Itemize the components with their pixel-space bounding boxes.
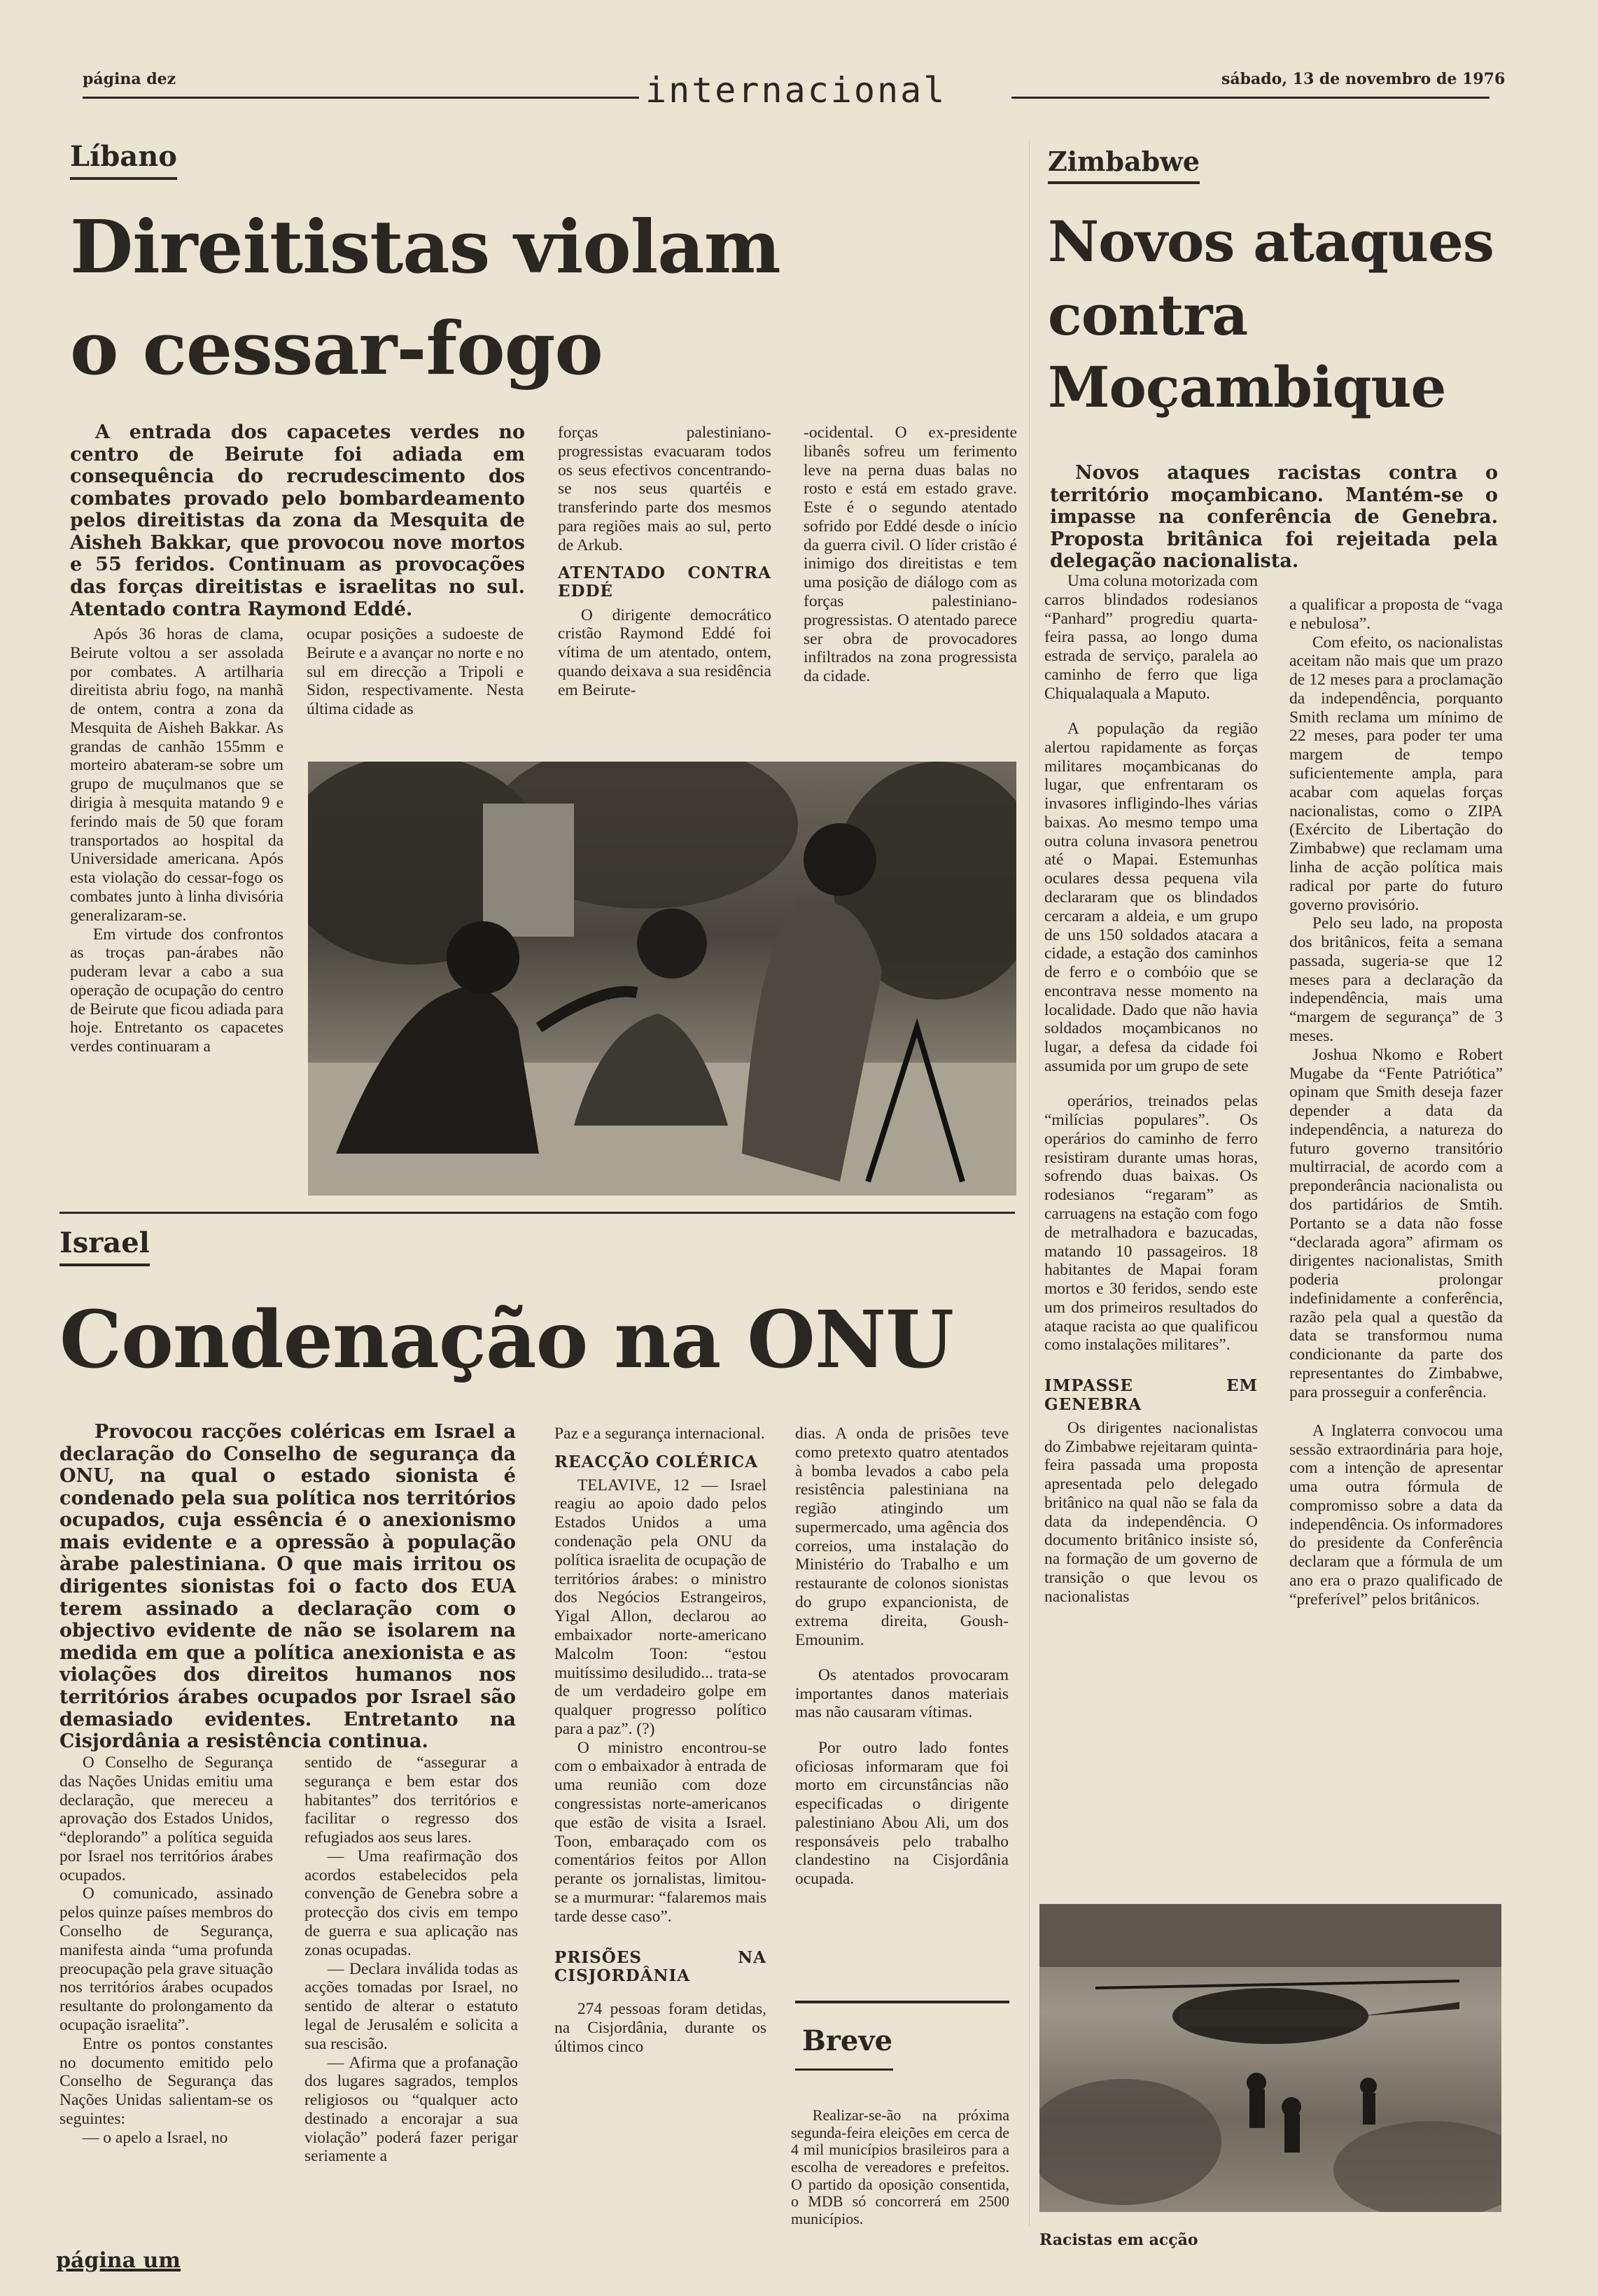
israel-col2-p2: — Uma reafirmação dos acordos estabelecidos pela convenção de Genebra sobre a protecção dos civis em tempo de guerra e sua aplicação nas zonas ocupadas. xyxy=(304,1847,518,1959)
israel-lede xyxy=(59,1421,516,1753)
israel-col4-p2: Os atentados provocaram importantes danos materiais mas não causaram vítimas. xyxy=(795,1665,1009,1722)
israel-col3-p4: 274 pessoas foram detidas, na Cisjordânia, durante os últimos cinco xyxy=(554,2000,766,2056)
israel-section-tag: Israel xyxy=(59,1226,150,1266)
libano-lede-text: A entrada dos capacetes verdes no centro de Beirute foi adiada em consequência do recrudescimento dos combates provado pelo bombardeamento pelos direitistas da zona da Mesquita de Aisheh Bakkar, que provocou nove mortos e 55 feridos. Continuam as provocações das forças direitistas e israelitas no sul. Atentado contra Raymond Eddé. xyxy=(70,421,525,620)
israel-headline: Condenação na ONU xyxy=(59,1294,953,1386)
libano-col3-p1: forças palestiniano-progressistas evacuaram todos os seus efectivos concentrando-se nos seus quartéis e transferindo parte dos mesmos para regiões mais ao sul, perto de Arkub. xyxy=(558,424,771,554)
libano-col3-p2: O dirigente democrático cristão Raymond Eddé foi vítima de um atentado, ontem, quando deixava a sua residência em Beirute- xyxy=(558,606,771,699)
section-title: internacional xyxy=(645,70,947,111)
page-number-label: página dez xyxy=(83,70,176,88)
zimbabwe-headline-line3: Moçambique xyxy=(1048,354,1446,420)
breve-paragraph: Realizar-se-ão na próxima segunda-feira eleições em cerca de 4 mil municípios brasileiros para a escolha de vereadores e prefeitos. O partido da oposição consentida, o MDB só concorrerá em 2500 municípios. xyxy=(791,2106,1009,2227)
libano-col1-p2: Em virtude dos confrontos as troças pan-árabes não puderam levar a cabo a sua operação de ocupação do centro de Beirute que ficou adiada para hoje. Entretanto os capacetes verdes continuaram a xyxy=(70,925,283,1056)
column-divider xyxy=(1029,140,1030,2226)
israel-col4-p1: dias. A onda de prisões teve como pretexto quatro atentados à bomba levados a cabo pela resistência palestiniana na região atingindo um supermercado, uma agência dos correios, uma instalação do Ministério do Trabalho e um restaurante de colonos sionistas do grupo expancionista, de extrema direita, Goush-Emounim. xyxy=(795,1424,1009,1649)
libano-bottom-rule xyxy=(59,1212,1015,1214)
israel-col1-p3: Entre os pontos constantes no documento emitido pelo Conselho de Segurança das Nações Unidas salientam-se os seguintes: xyxy=(59,2034,273,2128)
israel-col2-p4: — Afirma que a profanação dos lugares sagrados, templos religiosos ou “qualquer acto destinado a encorajar a sua violação” poderá fazer perigar seriamente a xyxy=(304,2053,518,2166)
zimbabwe-col2-p4: Joshua Nkomo e Robert Mugabe da “Fente Patriótica” opinam que Smith deseja fazer depender a data da independência, a natureza do futuro governo transitório multirracial, de acordo com a preponderância nacionalista ou dos partidários de Smtih. Portanto se a data não fosse “declarada agora” afirmam os dirigentes nacionalistas, Smith poderia prolongar indefinidamente a conferência, razão pela qual a questão da data se transformou numa condicionante da parte dos representantes do Zimbabwe, para prosseguir a conferência. xyxy=(1289,1045,1503,1401)
libano-section-tag: Líbano xyxy=(70,140,177,180)
zimbabwe-col1-p2: A população da região alertou rapidamente as forças militares moçambicanas do lugar, que enfrentaram os invasores infligindo-lhes várias baixas. Ao mesmo tempo uma outra coluna invasora penetrou até o Mapai. Estemunhas oculares dessa pequena vila declararam que os blindados cercaram a aldeia, e um grupo de uns 150 soldados atacara a cidade, a estação dos caminhos de ferro e o combóio que se encontrava nesse momento na localidade. Dado que não havia soldados moçambicanos no lugar, a defesa da cidade foi assumida por um grupo de sete xyxy=(1044,719,1258,1076)
zimbabwe-col1-subhead: IMPASSE EM GENEBRA xyxy=(1044,1376,1258,1414)
israel-col3-subhead: REACÇÃO COLÉRICA xyxy=(554,1452,759,1471)
libano-col1 xyxy=(70,625,283,1056)
breve-tag-rule xyxy=(795,2068,893,2071)
libano-col4 xyxy=(804,424,1017,686)
zimbabwe-section-tag: Zimbabwe xyxy=(1048,146,1200,184)
israel-col3-p3: O ministro encontrou-se com o embaixador à entrada de uma reunião com doze congressistas norte-americanos que estão de visita a Israel. Toon, embaraçado com os comentários feitos por Allon perante os jornalistas, limitou-se a murmurar: “falaremos mais tarde desse caso”. xyxy=(554,1738,766,1926)
israel-col3-subhead2: PRISÕES NA CISJORDÂNIA xyxy=(554,1947,766,1985)
libano-headline-line1: Direitistas violam xyxy=(70,204,780,290)
breve-top-rule xyxy=(795,2001,1009,2003)
libano-photo xyxy=(308,762,1016,1196)
zimbabwe-col2 xyxy=(1289,596,1503,1609)
libano-col3 xyxy=(558,424,771,700)
libano-col4-p1: -ocidental. O ex-presidente libanês sofreu um ferimento leve na perna duas balas no rosto e está em estado grave. Este é o segundo atentado sofrido por Eddé desde o início da guerra civil. O líder cristão é inimigo dos direitistas e tem uma posição de diálogo com as forças palestiniano-progressistas. O atentado parece ser obra de provocadores infiltrados na zona progressista da cidade. xyxy=(804,424,1017,686)
issue-date: sábado, 13 de novembro de 1976 xyxy=(1221,70,1506,88)
zimbabwe-col2-p5: A Inglaterra convocou uma sessão extraordinária para hoje, com a intenção de apresentar uma outra fórmula de compromisso sobre a data da independência. Os informadores do presidente da Conferência declaram que a fórmula de um ano era o prazo qualificado de “preferível” pelos britânicos. xyxy=(1289,1421,1503,1609)
zimbabwe-headline-line2: contra xyxy=(1048,282,1248,348)
libano-col2 xyxy=(307,625,524,719)
zimbabwe-col1-p1: Uma coluna motorizada com carros blindados rodesianos “Panhard” progrediu quarta-feira passa, ao longo duma estrada de serviço, paralela ao caminho de ferro que liga Chiqualaquala a Maputo. xyxy=(1044,572,1258,703)
header-rule-right xyxy=(1011,97,1490,99)
fighters-image xyxy=(308,762,1016,1196)
israel-col4-p3: Por outro lado fontes oficiosas informaram que foi morto em circunstâncias não especificadas o dirigente palestiniano Abou Ali, um dos responsáveis pelo trabalho clandestino na Cisjordânia ocupada. xyxy=(795,1738,1009,1889)
zimbabwe-photo xyxy=(1039,1904,1501,2212)
israel-col3 xyxy=(554,1424,766,2057)
header-rule-left xyxy=(83,97,639,99)
zimbabwe-headline-line1: Novos ataques xyxy=(1048,209,1494,274)
zimbabwe-photo-caption: Racistas em acção xyxy=(1039,2231,1198,2249)
israel-col3-p2: TELAVIVE, 12 — Israel reagiu ao apoio dado pelos Estados Unidos a uma condenação pela ONU da política israelita de ocupação de territórios árabes: o ministro dos Negócios Estrangeiros, Yigal Allon, declarou ao embaixador norte-americano Malcolm Toon: “estou muitíssimo desiludido... trata-se de um verdadeiro golpe em qualquer progresso político para a paz”. (?) xyxy=(554,1476,766,1738)
israel-col1-p4: — o apelo a Israel, no xyxy=(82,2128,228,2147)
israel-col1-p2: O comunicado, assinado pelos quinze países membros do Conselho de Segurança, manifesta ainda “uma profunda preocupação pela grave situação nos territórios árabes ocupados resultante do prolongamento da ocupação israelita”. xyxy=(59,1884,273,2034)
helicopter-image xyxy=(1039,1904,1501,2212)
israel-col1-p1: O Conselho de Segurança das Nações Unidas emitiu uma declaração, que mereceu a aprovação dos Estados Unidos, “deplorando” a política seguida por Israel nos territórios árabes ocupados. xyxy=(59,1754,273,1884)
libano-col1-p1: Após 36 horas de clama, Beirute voltou a ser assolada por combates. A artilharia direitista abriu fogo, na manhã de ontem, contra a zona da Mesquita de Aisheh Bakkar. As grandas de canhão 155mm e morteiro abateram-se sobre um grupo de muçulmanos que se dirigia à mesquita matando 9 e ferindo mais de 50 que foram transportados ao hospital da Universidade americana. Após esta violação do cessar-fogo os combates junto à linha divisória generalizaram-se. xyxy=(70,625,283,925)
zimbabwe-lede-text: Novos ataques racistas contra o território moçambicano. Mantém-se o impasse na conferência de Genebra. Proposta britânica foi rejeitada pela delegação nacionalista. xyxy=(1050,462,1498,573)
breve-text xyxy=(791,2107,1009,2227)
israel-col2-p1: sentido de “assegurar a segurança e bem estar dos habitantes” dos territórios e facilitar o regresso dos refugiados aos seus lares. xyxy=(304,1754,518,1847)
zimbabwe-col2-p2: Com efeito, os nacionalistas aceitam não mais que um prazo de 12 meses para a proclamação da independência, porquanto Smith reclama um mínimo de 22 meses, para poder ter uma margem de tempo suficientemente ampla, para acabar com aquelas forças nacionalistas, como o ZIPA (Exército de Libertação do Zimbabwe) que reclamam uma linha de acção política mais radical por parte do futuro governo provisório. xyxy=(1289,633,1503,914)
libano-lede xyxy=(70,421,525,620)
israel-col2 xyxy=(304,1754,518,2166)
libano-col3-subhead: ATENTADO CONTRA EDDÉ xyxy=(558,564,771,601)
zimbabwe-col2-p3: Pelo seu lado, na proposta dos britânicos, feita a semana passada, sugeria-se que 12 meses para a declaração da independência, mais uma “margem de segurança” de 3 meses. xyxy=(1289,914,1503,1045)
zimbabwe-col1-p4: Os dirigentes nacionalistas do Zimbabwe rejeitaram quinta-feira passada uma proposta apresentada pelo delegado britânico na qual não se fala da data da independência. O documento britânico insiste só, na formação de um governo de transição o que levou os nacionalistas xyxy=(1044,1418,1258,1606)
zimbabwe-col1 xyxy=(1044,572,1258,1606)
zimbabwe-lede xyxy=(1050,462,1498,573)
breve-tag: Breve xyxy=(802,2024,893,2057)
zimbabwe-col2-p1: a qualificar a proposta de “vaga e nebulosa”. xyxy=(1289,596,1503,633)
israel-col3-p1: Paz e a segurança internacional. xyxy=(554,1424,765,1443)
footer-page-link[interactable]: página um xyxy=(56,2248,181,2273)
israel-col4 xyxy=(795,1424,1009,1889)
israel-lede-text: Provocou racções coléricas em Israel a declaração do Conselho de segurança da ONU, na qual o estado sionista é condenado pela sua política nos territórios ocupados, cuja essência é o anexionismo mais evidente e a opressão à população àrabe palestiniana. O que mais irritou os dirigentes sionistas foi o facto dos EUA terem assinado a declaração com o objectivo evidente de não se isolarem na medida em que a política anexionista e as violações dos direitos humanos nos territórios árabes ocupados por Israel são demasiado evidentes. Entretanto na Cisjordânia a resistência continua. xyxy=(59,1421,516,1753)
libano-headline-line2: o cessar-fogo xyxy=(70,305,603,391)
libano-col2-p1: ocupar posições a sudoeste de Beirute e a avançar no norte e no sul em direcção a Tripoli e Sidon, respectivamente. Nesta última cidade as xyxy=(307,625,524,719)
zimbabwe-col1-p3: operários, treinados pelas “milícias populares”. Os operários do caminho de ferro resistiram durante umas horas, sofrendo duas baixas. Os rodesianos “regaram” as carruagens na estação com fogo de metralhadora e bazucadas, matando 10 passageiros. 18 habitantes de Mapai foram mortos e 30 feridos, sendo este um dos primeiros resultados do ataque racista ao que qualificou como instalações militares”. xyxy=(1044,1092,1258,1354)
israel-col1 xyxy=(59,1754,273,2147)
israel-col2-p3: — Declara inválida todas as acções tomadas por Israel, no sentido de alterar o estatuto legal de Jerusalém e solicita a sua rescisão. xyxy=(304,1959,518,2053)
